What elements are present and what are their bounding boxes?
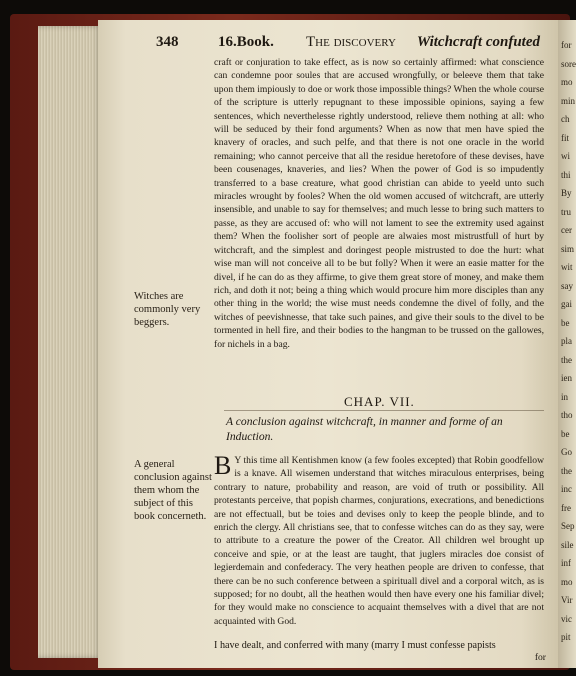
next-page-fragment: fre xyxy=(561,502,571,513)
body-text-1: craft or conjuration to take effect, as is now so certainly affirmed: what conscience can condemne poor soules that are accused wrongfully, or beleeve them that take upon them impiously to doe or work those impossible things? When the whole course of the scripture is utterly repugnant to these impossible opinions, saying a few sentences, which neverthelesse rightly understood, relieve them nothing at all: who will be seduced by their fond arguments? When as now that men have spied the knavery of oracles, and such pelfe, and that there is not one oracle in the world remaining; who cannot perceive that all the residue heretofore of these devises, have been cousenages, knaveries, and lies? When the power of God is so impudently transferred to a base creature, what good christian can abide to yeeld unto such miracles wrought by fooles? When the old women accused of witchcraft, are utterly insensible, and unable to say for themselves; and much lesse to bring such matters to passe, as they are accused of: who will not lament to see the extremity used against them? When the foolisher sort of people are alwaies most mistrustfull of hurt by witchcraft, and the simplest and doringest people mistrusted to doe the hurt: what wise man will not conceive all to be but folly? When it were an easie matter for the divel, if he can do as they affirme, to give them great store of money, and make them rich, and doth it not; being a thing which would procure him more disciples than any other thing in the world; the wise must needs condemne the divel of folly, and the witches of peevishnesse, that take such paines, and give their souls to the divel to be tormented in hell fire, and their bodies to the hangman to be trussed on the gallowes, for nichels in a bag. xyxy=(214,57,544,350)
drop-cap: B xyxy=(214,451,232,480)
next-page-edge xyxy=(558,20,576,668)
next-page-fragment: inf xyxy=(561,558,571,568)
page-number: 348 xyxy=(156,34,179,50)
catchword: for xyxy=(534,652,546,663)
book-page xyxy=(98,20,558,668)
margin-note-2: A general conclusion against them whom the subject of this book concerneth. xyxy=(134,459,212,522)
next-page-fragment: min xyxy=(561,95,576,106)
next-page-fragment: fit xyxy=(561,132,569,143)
next-page-fragment: thi xyxy=(561,169,571,180)
next-page-fragment: tho xyxy=(561,410,573,420)
next-page-fragment: gai xyxy=(561,299,572,309)
book-number: 16.Book. xyxy=(218,34,274,50)
chapter-heading: CHAP. VII. xyxy=(344,394,415,409)
next-page-fragment: for xyxy=(561,40,572,50)
next-page-fragment: mo xyxy=(561,576,573,587)
chapter-rule xyxy=(224,410,544,411)
next-page-fragment: inc xyxy=(561,484,572,494)
page-edges xyxy=(38,26,102,658)
next-page-fragment: cer xyxy=(561,225,572,235)
next-page-fragment: sim xyxy=(561,243,575,254)
next-page-fragment: tru xyxy=(561,206,571,217)
next-page-fragment: wit xyxy=(561,262,573,272)
next-page-fragment: ch xyxy=(561,114,570,124)
next-page-fragment: say xyxy=(561,280,573,291)
body-text-2-content: Y this time all Kentishmen know (a few fooles excepted) that Robin goodfellow is a knave. All wisemen understand that witches miraculous enterprises, being contrary to nature, probability and reason, are void of truth or possibility. All protestants perceive, that popish charmes, conjurations, execrations, and benedictions are not effectuall, but be toies and devises only to keep the people blinde, and to enrich the clergy. All christians see, that to confesse witches can do as they say, were to attribute to a creature the power of the Creator. All children wel brought up conceive and spie, or at the least are taught, that juglers miracles doe consist of legierdemain and confederacy. The very heathen people are driven to confesse, that there can be no such conference between a spirituall divel and a corporal witch, as is supposed; for no doubt, all the heathen would then have every one his familiar divel; for they would make no conscience to acquaint themselves with a divel that are not acquainted with God. xyxy=(214,455,544,627)
next-page-fragment: sile xyxy=(561,539,574,550)
next-page-fragment: By xyxy=(561,188,572,198)
running-head: Witchcraft confuted xyxy=(416,34,540,50)
next-page-fragment: Go xyxy=(561,447,572,457)
next-page-fragment: sore xyxy=(561,58,576,69)
next-page-fragment: pit xyxy=(561,632,571,642)
next-page-fragment: be xyxy=(561,317,570,328)
next-page-fragment: ien xyxy=(561,373,572,383)
body-text-2 xyxy=(214,451,544,628)
next-page-fragment: in xyxy=(561,391,569,402)
next-page-fragment: Sep xyxy=(561,521,575,531)
margin-note-1: Witches are commonly very beggers. xyxy=(134,291,201,328)
next-page-fragment: wi xyxy=(561,151,570,161)
header-title: The discovery xyxy=(306,34,396,50)
page-header xyxy=(156,34,544,56)
next-page-fragment: the xyxy=(561,354,572,365)
last-line: I have dealt, and conferred with many (marry I must confesse papists xyxy=(214,640,496,651)
next-page-fragment: Vir xyxy=(561,595,573,605)
next-page-fragment: pla xyxy=(561,336,572,346)
next-page-fragment: be xyxy=(561,428,570,439)
next-page-fragment: mo xyxy=(561,77,573,87)
chapter-subheading: A conclusion against witchcraft, in manner and forme of an Induction. xyxy=(226,415,503,443)
next-page-fragment: vic xyxy=(561,613,572,624)
next-page-fragment: the xyxy=(561,465,572,476)
